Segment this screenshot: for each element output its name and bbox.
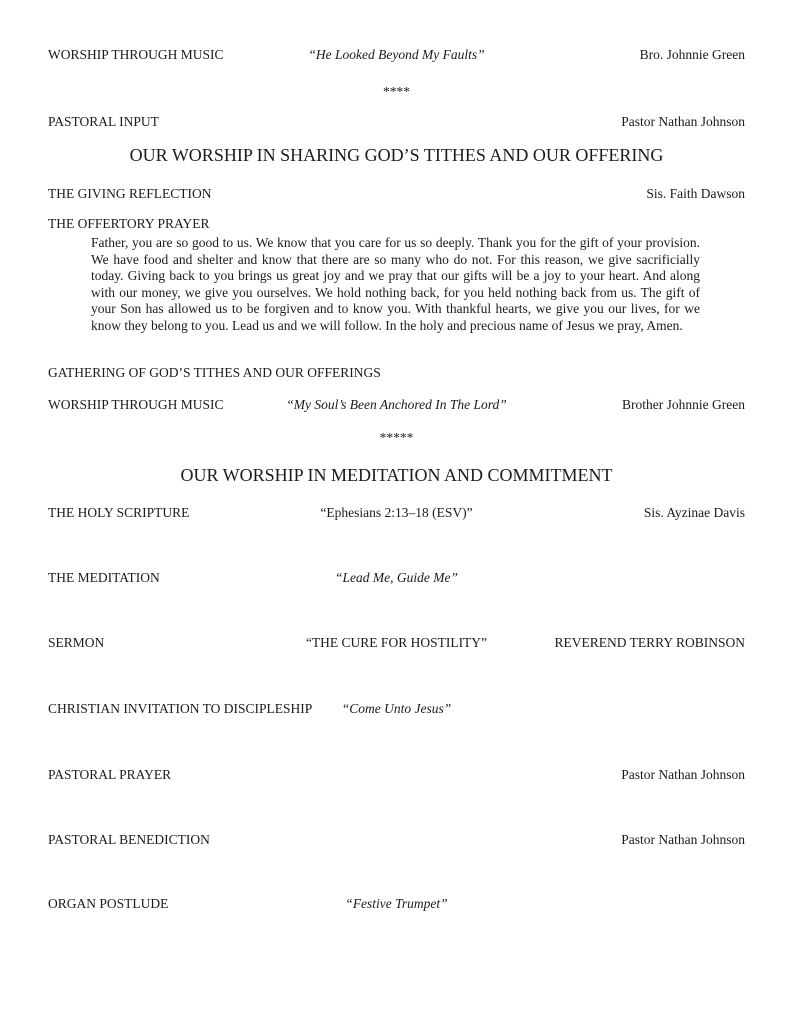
program-row-gathering xyxy=(48,365,745,382)
participant-name: REVEREND TERRY ROBINSON xyxy=(554,635,745,650)
program-row-offertory-prayer xyxy=(48,216,745,233)
program-row-invitation xyxy=(48,701,745,718)
scripture-reference: “Ephesians 2:13–18 (ESV)” xyxy=(320,505,473,520)
program-row-worship-music-1 xyxy=(48,47,745,64)
program-row-worship-music-2 xyxy=(48,397,745,414)
item-label: WORSHIP THROUGH MUSIC xyxy=(48,47,224,62)
section-heading-offering: OUR WORSHIP IN SHARING GOD’S TITHES AND OUR OFFERING xyxy=(129,145,664,165)
item-label: CHRISTIAN INVITATION TO DISCIPLESHIP xyxy=(48,701,313,716)
song-title: “My Soul’s Been Anchored In The Lord” xyxy=(286,397,507,412)
item-label: PASTORAL BENEDICTION xyxy=(48,832,210,847)
program-row-pastoral-benediction xyxy=(48,832,745,849)
song-title: “Festive Trumpet” xyxy=(345,896,448,911)
participant-name: Pastor Nathan Johnson xyxy=(621,114,745,129)
asterisk-separator: ***** xyxy=(379,430,414,445)
item-label: ORGAN POSTLUDE xyxy=(48,896,169,911)
song-title: “Come Unto Jesus” xyxy=(341,701,452,716)
program-row-giving-reflection xyxy=(48,186,745,203)
program-row-holy-scripture xyxy=(48,505,745,522)
asterisk-separator: **** xyxy=(383,84,410,99)
participant-name: Sis. Faith Dawson xyxy=(646,186,745,201)
item-label: THE GIVING REFLECTION xyxy=(48,186,212,201)
participant-name: Pastor Nathan Johnson xyxy=(621,767,745,782)
program-row-sermon xyxy=(48,635,745,652)
item-label: WORSHIP THROUGH MUSIC xyxy=(48,397,224,412)
song-title: “Lead Me, Guide Me” xyxy=(335,570,458,585)
participant-name: Brother Johnnie Green xyxy=(622,397,745,412)
program-row-organ-postlude xyxy=(48,896,745,913)
offertory-prayer-text: Father, you are so good to us. We know that you care for us so deeply. Thank you for the gift of your provision. We have food and shelter and know that there are so many who do not. For this reason, we give sacrificially today. Giving back to you brings us great joy and we pray that our gifts will be a joy to your heart. And along with our money, we give you ourselves. We hold nothing back, for you held nothing back from us. The gift of your Son has allowed us to be forgiven and to know you. With thankful hearts, we give you our lives, for we know they belong to you. Lead us and we will follow. In the holy and precious name of Jesus we pray, Amen. xyxy=(91,235,700,333)
item-label: THE OFFERTORY PRAYER xyxy=(48,216,210,231)
program-row-pastoral-prayer xyxy=(48,767,745,784)
item-label: PASTORAL PRAYER xyxy=(48,767,172,782)
participant-name: Sis. Ayzinae Davis xyxy=(643,505,745,520)
program-row-pastoral-input xyxy=(48,114,745,131)
participant-name: Bro. Johnnie Green xyxy=(639,47,745,62)
sermon-title: “THE CURE FOR HOSTILITY” xyxy=(305,635,488,650)
participant-name: Pastor Nathan Johnson xyxy=(621,832,745,847)
item-label: THE MEDITATION xyxy=(48,570,160,585)
item-label: GATHERING OF GOD’S TITHES AND OUR OFFERINGS xyxy=(48,365,381,380)
section-heading-meditation: OUR WORSHIP IN MEDITATION AND COMMITMENT xyxy=(180,465,613,485)
item-label: SERMON xyxy=(48,635,105,650)
program-row-meditation xyxy=(48,570,745,587)
song-title: “He Looked Beyond My Faults” xyxy=(308,47,485,62)
item-label: PASTORAL INPUT xyxy=(48,114,159,129)
item-label: THE HOLY SCRIPTURE xyxy=(48,505,190,520)
